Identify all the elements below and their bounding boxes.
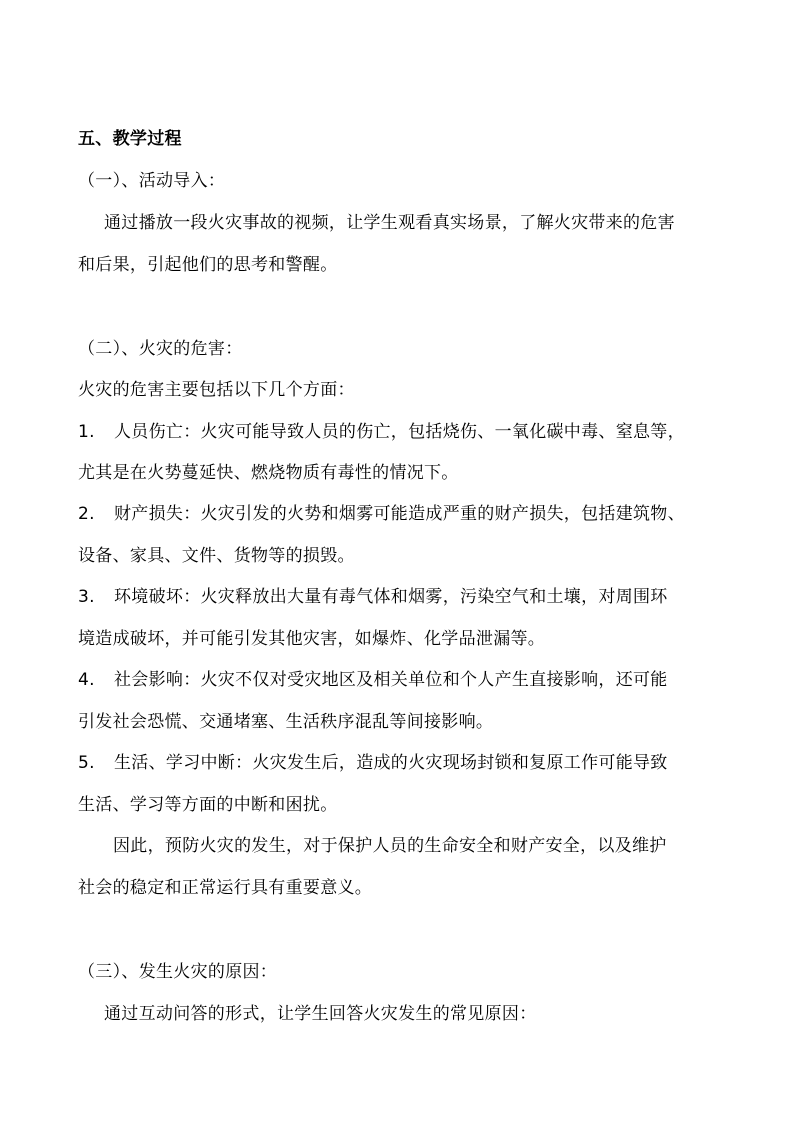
part2-heading: （二）、火灾的危害： xyxy=(78,339,243,359)
list-item-5-line1 xyxy=(78,752,668,774)
list-item-5-line2: 生活、学习等方面的中断和困扰。 xyxy=(78,795,338,815)
part3-paragraph-line1: 通过互动问答的形式，让学生回答火灾发生的常见原因： xyxy=(104,1004,537,1024)
list-item-number: 2. xyxy=(78,504,95,524)
list-item-2-line1 xyxy=(78,503,685,525)
list-item-number: 5. xyxy=(78,753,95,773)
list-item-text: 生活、学习中断：火灾发生后，造成的火灾现场封锁和复原工作可能导致 xyxy=(114,753,668,773)
conclusion-line2: 社会的稳定和正常运行具有重要意义。 xyxy=(78,878,373,898)
part1-heading: （一）、活动导入： xyxy=(78,171,226,191)
list-item-text: 社会影响：火灾不仅对受灾地区及相关单位和个人产生直接影响，还可能 xyxy=(114,670,668,690)
list-item-number: 1. xyxy=(78,422,95,442)
list-item-number: 3. xyxy=(78,587,95,607)
list-item-text: 人员伤亡：火灾可能导致人员的伤亡，包括烧伤、一氧化碳中毒、窒息等， xyxy=(114,422,685,442)
part3-heading: （三）、发生火灾的原因： xyxy=(78,962,278,982)
list-item-1-line1 xyxy=(78,421,685,443)
list-item-2-line2: 设备、家具、文件、货物等的损毁。 xyxy=(78,546,355,566)
list-item-number: 4. xyxy=(78,670,95,690)
list-item-3-line2: 境造成破坏，并可能引发其他灾害，如爆炸、化学品泄漏等。 xyxy=(78,629,546,649)
section-title: 五、教学过程 xyxy=(78,129,182,149)
list-item-4-line1 xyxy=(78,669,668,691)
list-item-4-line2: 引发社会恐慌、交通堵塞、生活秩序混乱等间接影响。 xyxy=(78,712,494,732)
list-item-3-line1 xyxy=(78,586,668,608)
list-item-text: 财产损失：火灾引发的火势和烟雾可能造成严重的财产损失，包括建筑物、 xyxy=(114,504,685,524)
list-item-1-line2: 尤其是在火势蔓延快、燃烧物质有毒性的情况下。 xyxy=(78,463,459,483)
conclusion-line1: 因此，预防火灾的发生，对于保护人员的生命安全和财产安全，以及维护 xyxy=(113,836,667,856)
list-item-text: 环境破坏：火灾释放出大量有毒气体和烟雾，污染空气和土壤，对周围环 xyxy=(114,587,668,607)
part2-intro: 火灾的危害主要包括以下几个方面： xyxy=(78,380,355,400)
part1-paragraph-line2: 和后果，引起他们的思考和警醒。 xyxy=(78,255,338,275)
part1-paragraph-line1: 通过播放一段火灾事故的视频，让学生观看真实场景，了解火灾带来的危害 xyxy=(104,213,675,233)
